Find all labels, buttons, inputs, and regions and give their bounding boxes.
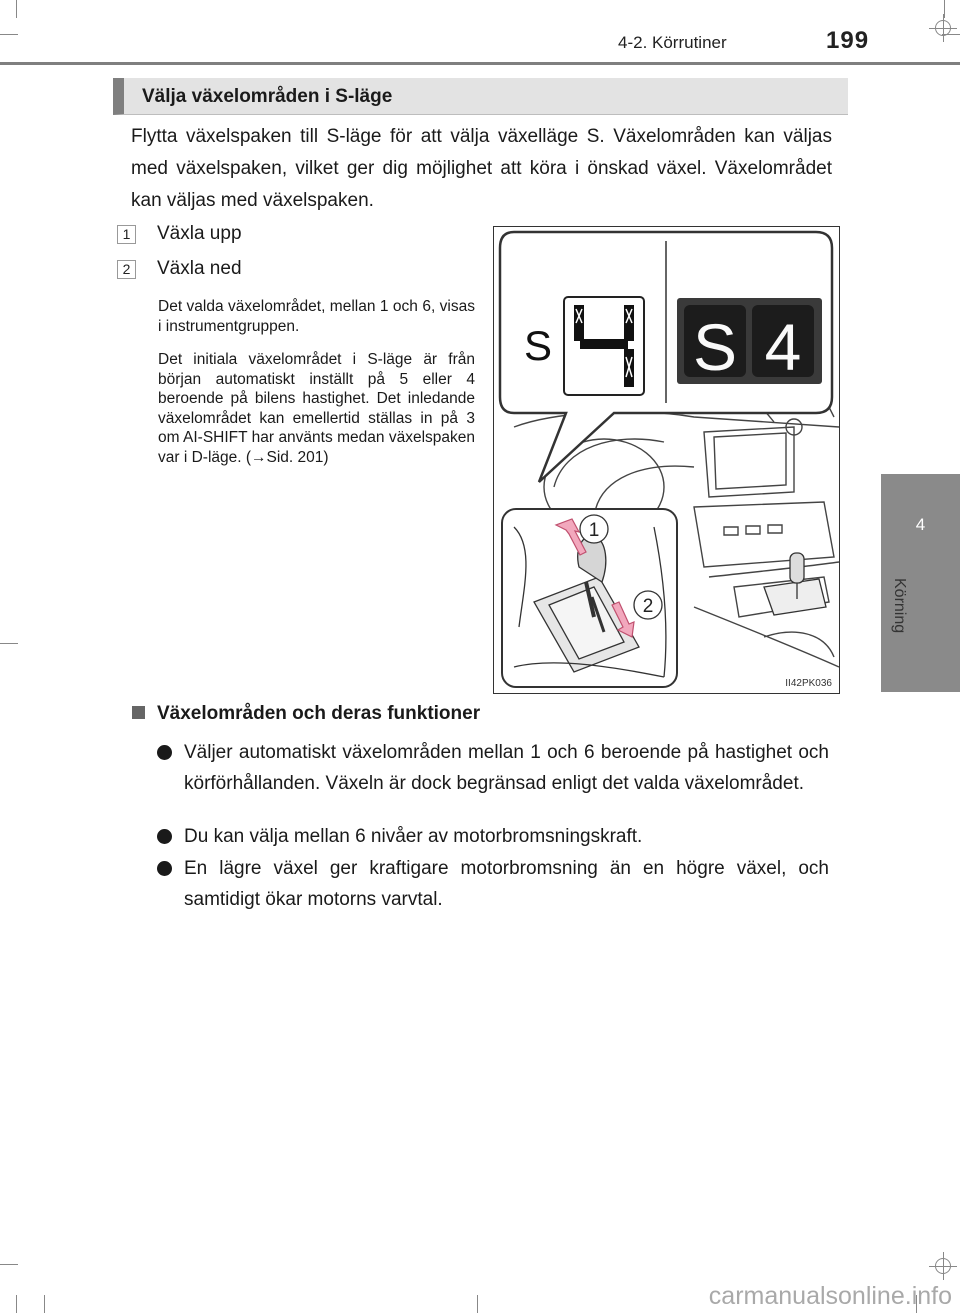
intro-paragraph: Flytta växelspaken till S-läge för att välja växelläge S. Växelområden kan väljas med växelspaken, vilket ger dig möjlighet att köra i önskad växel. Växelområdet kan väljas med växelspaken. bbox=[131, 126, 832, 211]
bullet-item bbox=[157, 821, 829, 852]
chapter-label: Körning bbox=[891, 578, 908, 634]
registration-mark bbox=[935, 1258, 951, 1274]
bullet-text: Du kan välja mellan 6 nivåer av motorbromsningskraft. bbox=[184, 826, 643, 847]
crop-mark bbox=[944, 0, 945, 18]
crop-mark bbox=[0, 1264, 18, 1265]
display-mode-letter: S bbox=[524, 322, 553, 369]
bullet-dot-icon bbox=[157, 861, 172, 876]
crop-mark bbox=[0, 643, 18, 644]
callout-upshift: 1 bbox=[588, 520, 600, 541]
bullet-text: Väljer automatiskt växelområden mellan 1 och 6 beroende på hastighet och körförhållanden. Växeln är dock begränsad enligt det valda växelområdet. bbox=[184, 742, 829, 794]
watermark: carmanualsonline.info bbox=[708, 1282, 952, 1310]
step-label: Växla upp bbox=[157, 223, 242, 244]
crop-mark bbox=[0, 34, 18, 35]
header-rule bbox=[0, 62, 960, 65]
subsection-heading bbox=[132, 703, 480, 725]
bullet-dot-icon bbox=[157, 829, 172, 844]
crop-mark bbox=[44, 1295, 45, 1313]
subsection-title: Växelområden och deras funktioner bbox=[157, 703, 481, 724]
illustration-drawing bbox=[494, 227, 839, 693]
square-bullet-icon bbox=[132, 706, 145, 719]
page-number: 199 bbox=[826, 27, 870, 54]
step-label: Växla ned bbox=[157, 258, 242, 279]
section-title: Välja växelområden i S-läge bbox=[142, 86, 393, 107]
bullet-text: En lägre växel ger kraftigare motorbromsning än en högre växel, och samtidigt ökar motorns varvtal. bbox=[184, 858, 829, 910]
note-paragraph: Det initiala växelområdet i S-läge är från början automatiskt inställt på 5 eller 4 beroende på bilens hastighet. Det inledande växelområdet kan emellertid ställas in på 3 om AI-SHIFT har använts medan växelspaken var i D-läge. (→Sid. 201) bbox=[158, 351, 475, 466]
shift-lever-illustration bbox=[493, 226, 840, 694]
step-number: 2 bbox=[117, 260, 136, 279]
registration-mark bbox=[935, 20, 951, 36]
crop-mark bbox=[16, 1295, 17, 1313]
header-section-title: 4-2. Körrutiner bbox=[618, 33, 727, 52]
section-heading-bar bbox=[113, 78, 848, 115]
note-paragraph: Det valda växelområdet, mellan 1 och 6, visas i instrumentgruppen. bbox=[158, 298, 475, 335]
crop-mark bbox=[16, 0, 17, 18]
step-number: 1 bbox=[117, 225, 136, 244]
lcd-mode-letter: S bbox=[692, 310, 738, 384]
figure-code: II42PK036 bbox=[785, 678, 832, 689]
bullet-dot-icon bbox=[157, 745, 172, 760]
bullet-item bbox=[157, 737, 829, 799]
callout-downshift: 2 bbox=[642, 596, 654, 617]
bullet-item bbox=[157, 853, 829, 915]
chapter-number: 4 bbox=[915, 515, 926, 534]
crop-mark bbox=[477, 1295, 478, 1313]
lcd-gear-number: 4 bbox=[764, 310, 802, 384]
